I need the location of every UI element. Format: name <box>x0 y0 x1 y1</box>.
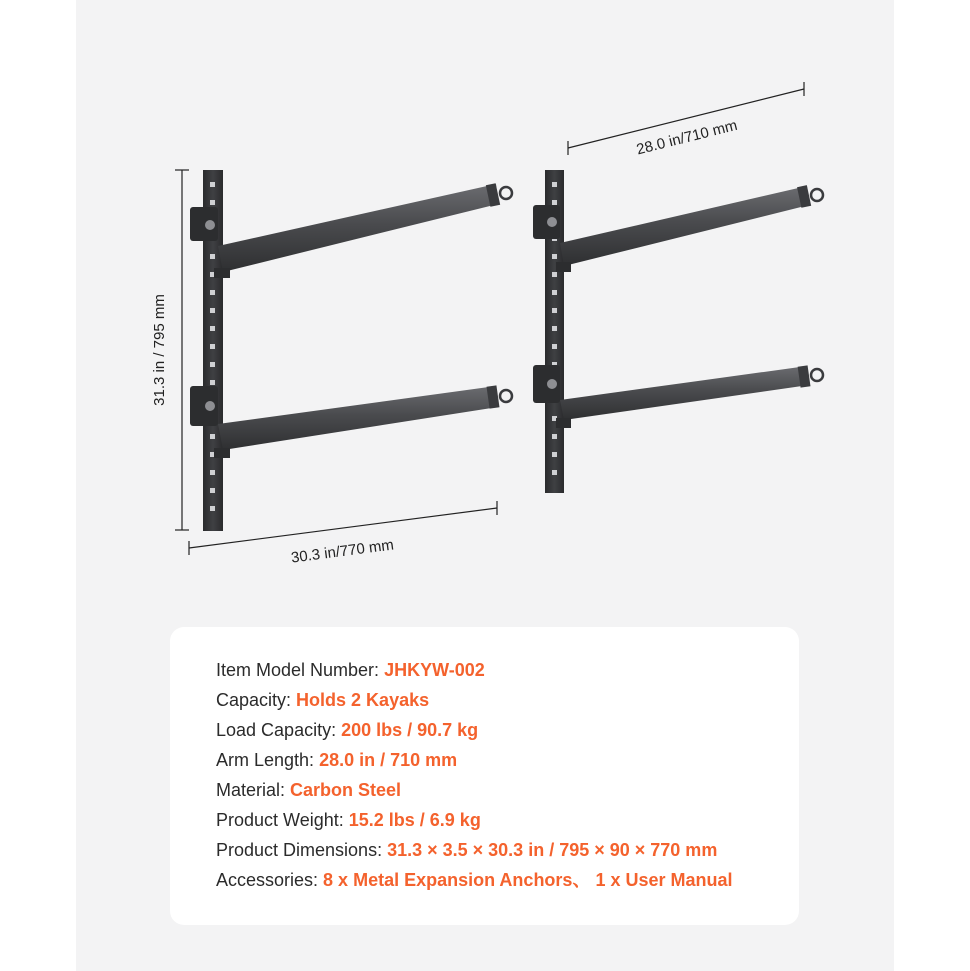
left-upper-arm <box>218 184 498 272</box>
spec-label: Accessories: <box>216 870 324 890</box>
right-upper-arm-ring <box>811 189 823 201</box>
spec-label: Load Capacity: <box>216 720 342 740</box>
spec-value: 8 x Metal Expansion Anchors、 1 x User Manual <box>323 870 733 890</box>
spec-row-load-capacity <box>216 715 733 745</box>
spec-value: 15.2 lbs / 6.9 kg <box>348 810 481 830</box>
right-lower-arm <box>560 366 809 420</box>
height-dimension-label: 31.3 in / 795 mm <box>151 294 168 406</box>
specifications-list <box>216 655 733 895</box>
spec-row-dimensions <box>216 835 733 865</box>
spec-value: 28.0 in / 710 mm <box>319 750 458 770</box>
spec-label: Material: <box>216 780 291 800</box>
spec-row-arm-length <box>216 745 733 775</box>
arm-length-dimension-label: 28.0 in/710 mm <box>634 116 740 159</box>
spec-value: 200 lbs / 90.7 kg <box>341 720 479 740</box>
spec-row-model <box>216 655 733 685</box>
spec-label: Arm Length: <box>216 750 320 770</box>
spec-value: 31.3 × 3.5 × 30.3 in / 795 × 90 × 770 mm <box>387 840 718 860</box>
right-rack <box>533 170 823 493</box>
spec-value: JHKYW-002 <box>384 660 485 680</box>
left-lower-arm-ring <box>500 390 512 402</box>
spec-label: Capacity: <box>216 690 297 710</box>
right-lower-arm-ring <box>811 369 823 381</box>
left-lower-arm <box>218 386 498 450</box>
spec-label: Product Dimensions: <box>216 840 388 860</box>
spec-value: Holds 2 Kayaks <box>296 690 430 710</box>
height-dimension <box>175 170 189 530</box>
left-upper-arm-ring <box>500 187 512 199</box>
spec-label: Item Model Number: <box>216 660 385 680</box>
spec-label: Product Weight: <box>216 810 349 830</box>
spec-value: Carbon Steel <box>290 780 402 800</box>
specifications-card <box>170 627 799 925</box>
spec-row-capacity <box>216 685 733 715</box>
spec-row-material <box>216 775 733 805</box>
spec-row-accessories <box>216 865 733 895</box>
left-rack <box>190 170 512 531</box>
spec-row-weight <box>216 805 733 835</box>
right-upper-arm <box>560 186 809 266</box>
width-dimension-label: 30.3 in/770 mm <box>290 536 395 567</box>
